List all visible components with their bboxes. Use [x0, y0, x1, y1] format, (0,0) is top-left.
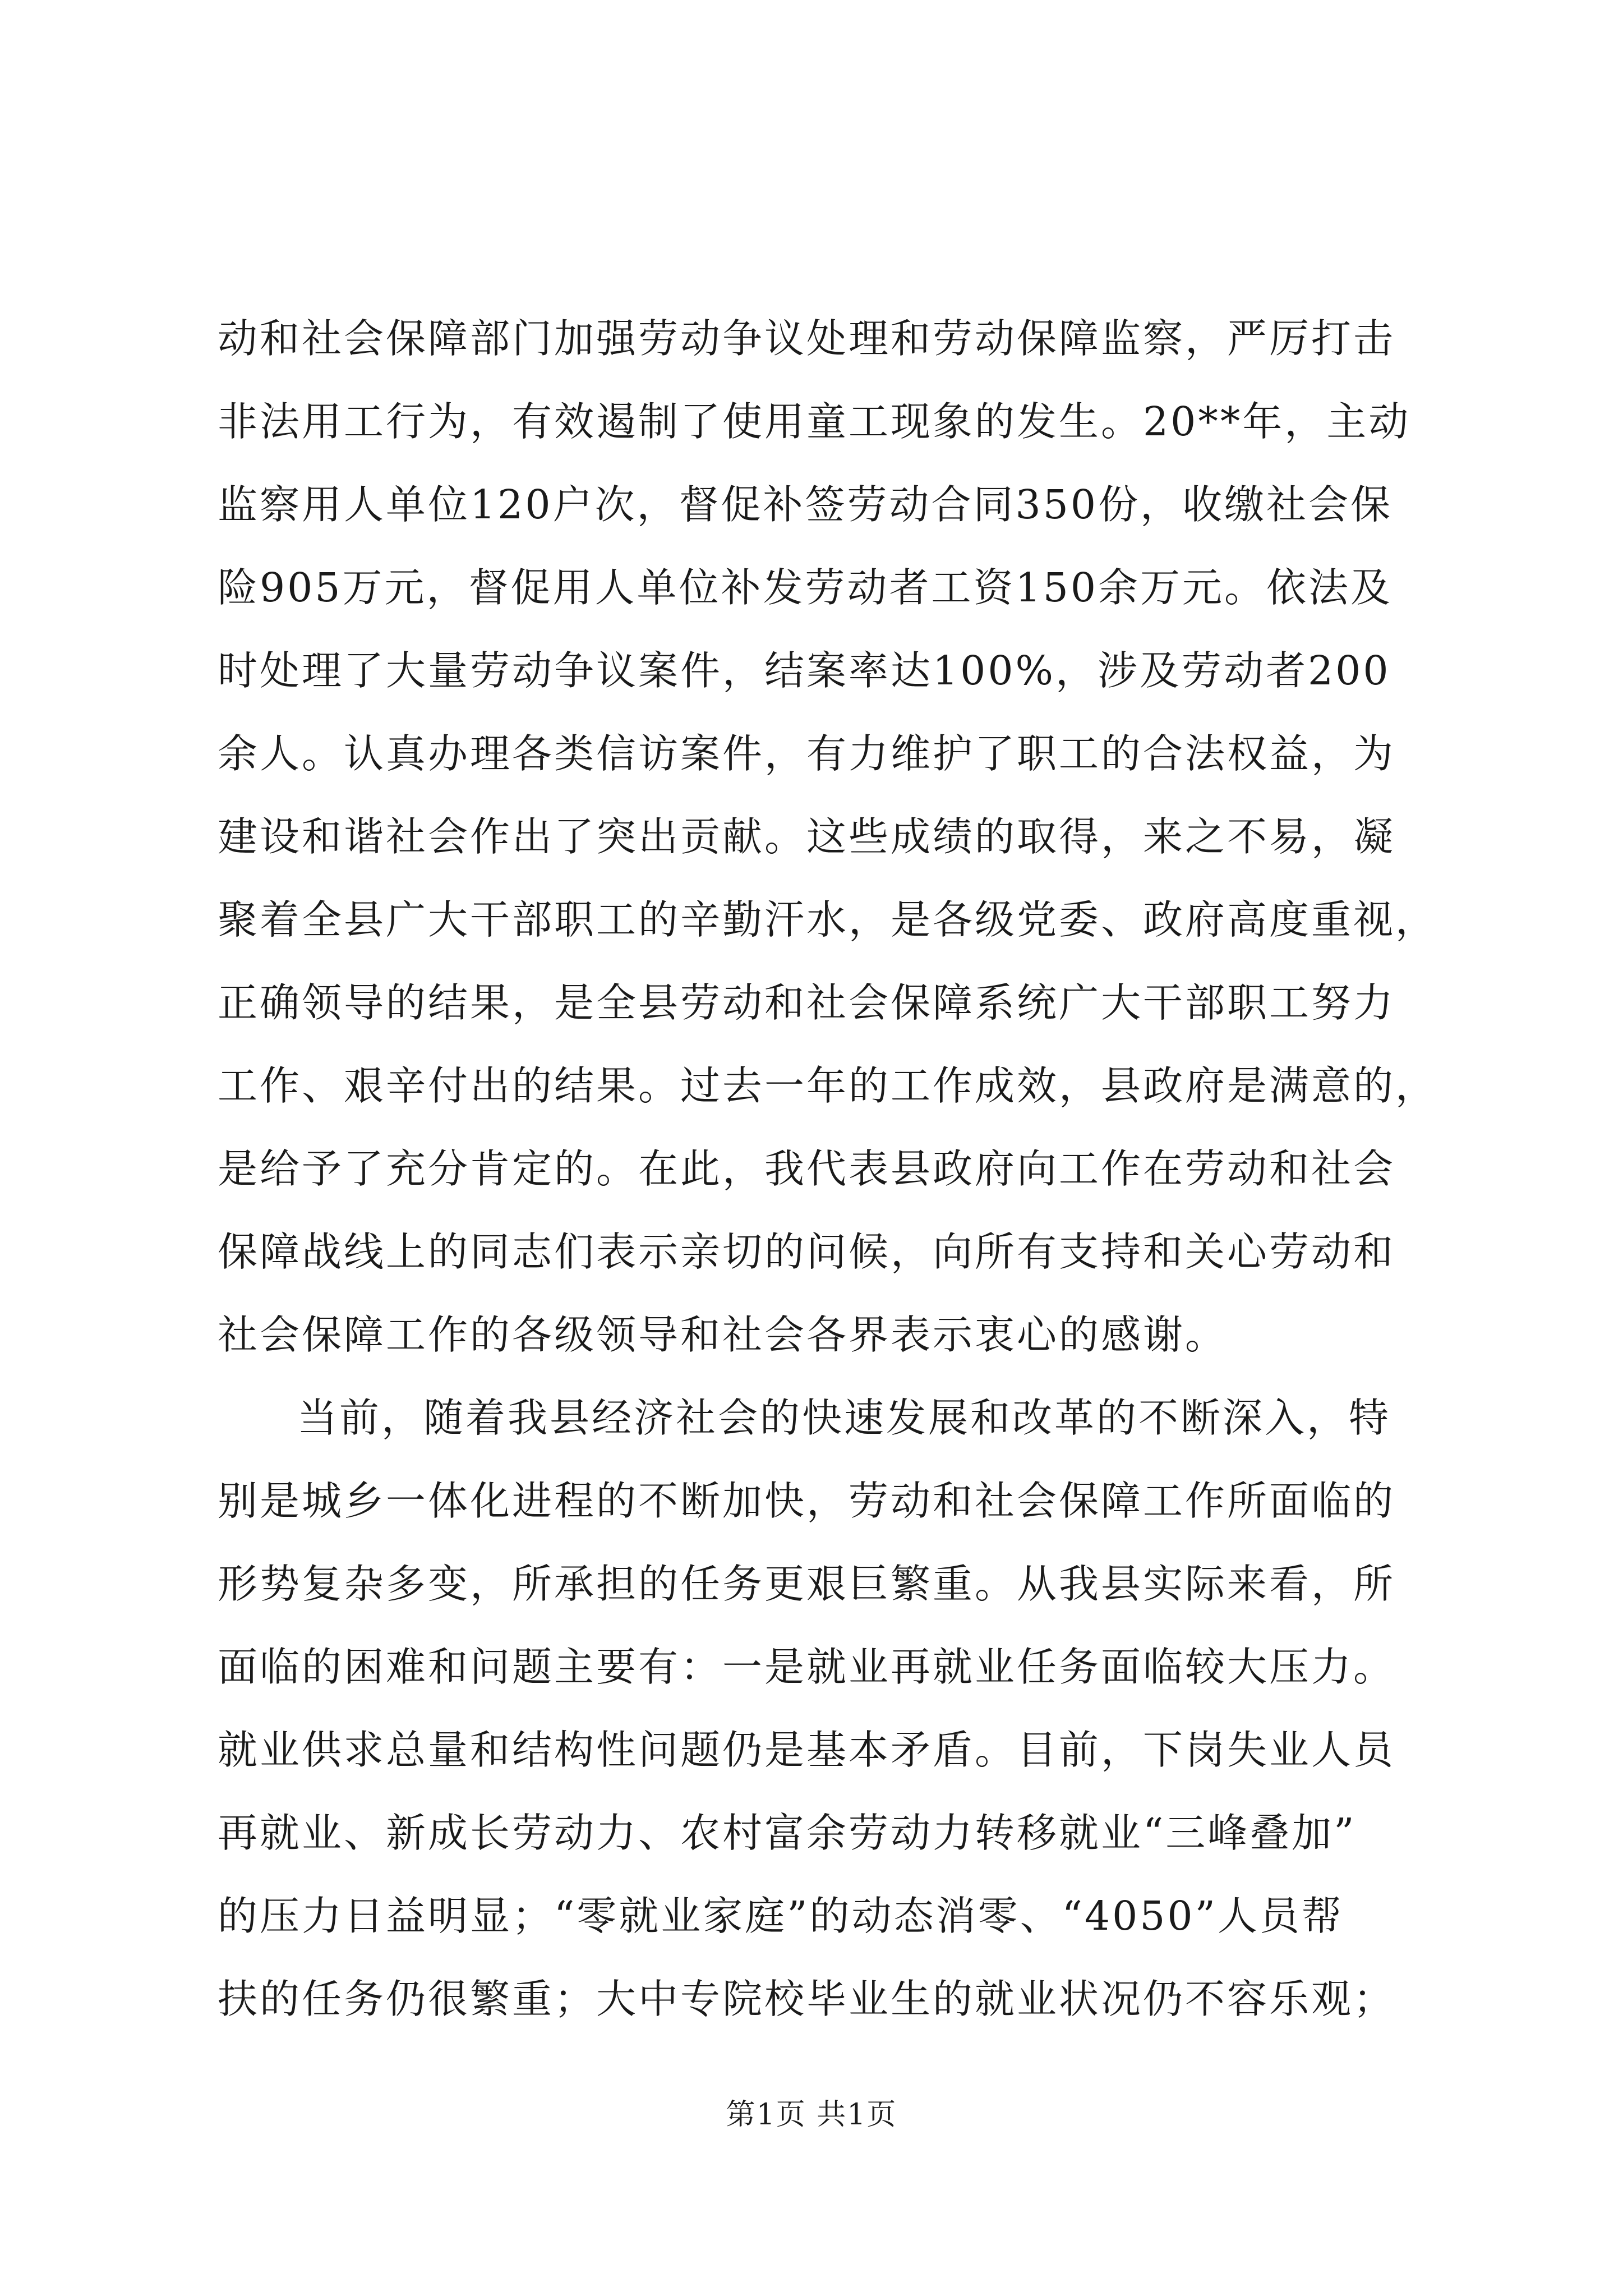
text-line: 面临的困难和问题主要有：一是就业再就业任务面临较大压力。	[218, 1644, 1396, 1690]
text-line: 是给予了充分肯定的。在此，我代表县政府向工作在劳动和社会	[218, 1145, 1396, 1192]
text-line: 正确领导的结果，是全县劳动和社会保障系统广大干部职工努力	[218, 979, 1396, 1026]
page-footer	[0, 2095, 1623, 2134]
text-line: 的压力日益明显；“零就业家庭”的动态消零、“4050”人员帮	[218, 1893, 1344, 1939]
page-number-label: 第1页 共1页	[726, 2098, 897, 2132]
paragraph-first-line: 当前，随着我县经济社会的快速发展和改革的不断深入，特	[297, 1395, 1391, 1441]
text-line: 工作、艰辛付出的结果。过去一年的工作成效，县政府是满意的，	[218, 1062, 1438, 1109]
text-line: 保障战线上的同志们表示亲切的问候，向所有支持和关心劳动和	[218, 1228, 1396, 1275]
text-line: 形势复杂多变，所承担的任务更艰巨繁重。从我县实际来看，所	[218, 1561, 1396, 1607]
text-line: 非法用工行为，有效遏制了使用童工现象的发生。20**年，主动	[218, 398, 1411, 445]
text-line: 动和社会保障部门加强劳动争议处理和劳动保障监察，严厉打击	[218, 315, 1396, 362]
text-line: 聚着全县广大干部职工的辛勤汗水，是各级党委、政府高度重视，	[218, 896, 1438, 943]
document-body	[218, 297, 1438, 2041]
text-line: 余人。认真办理各类信访案件，有力维护了职工的合法权益，为	[218, 730, 1396, 777]
text-line: 监察用人单位120户次，督促补签劳动合同350份，收缴社会保	[218, 481, 1393, 528]
text-line: 别是城乡一体化进程的不断加快，劳动和社会保障工作所面临的	[218, 1478, 1396, 1524]
text-line: 社会保障工作的各级领导和社会各界表示衷心的感谢。	[218, 1312, 1228, 1358]
text-line: 扶的任务仍很繁重；大中专院校毕业生的就业状况仍不容乐观；	[218, 1976, 1396, 2022]
text-line: 时处理了大量劳动争议案件，结案率达100%，涉及劳动者200	[218, 647, 1391, 694]
text-line: 建设和谐社会作出了突出贡献。这些成绩的取得，来之不易，凝	[218, 813, 1396, 860]
text-line: 险905万元，督促用人单位补发劳动者工资150余万元。依法及	[218, 564, 1393, 611]
text-line: 再就业、新成长劳动力、农村富余劳动力转移就业“三峰叠加”	[218, 1810, 1357, 1856]
text-line: 就业供求总量和结构性问题仍是基本矛盾。目前，下岗失业人员	[218, 1727, 1396, 1773]
